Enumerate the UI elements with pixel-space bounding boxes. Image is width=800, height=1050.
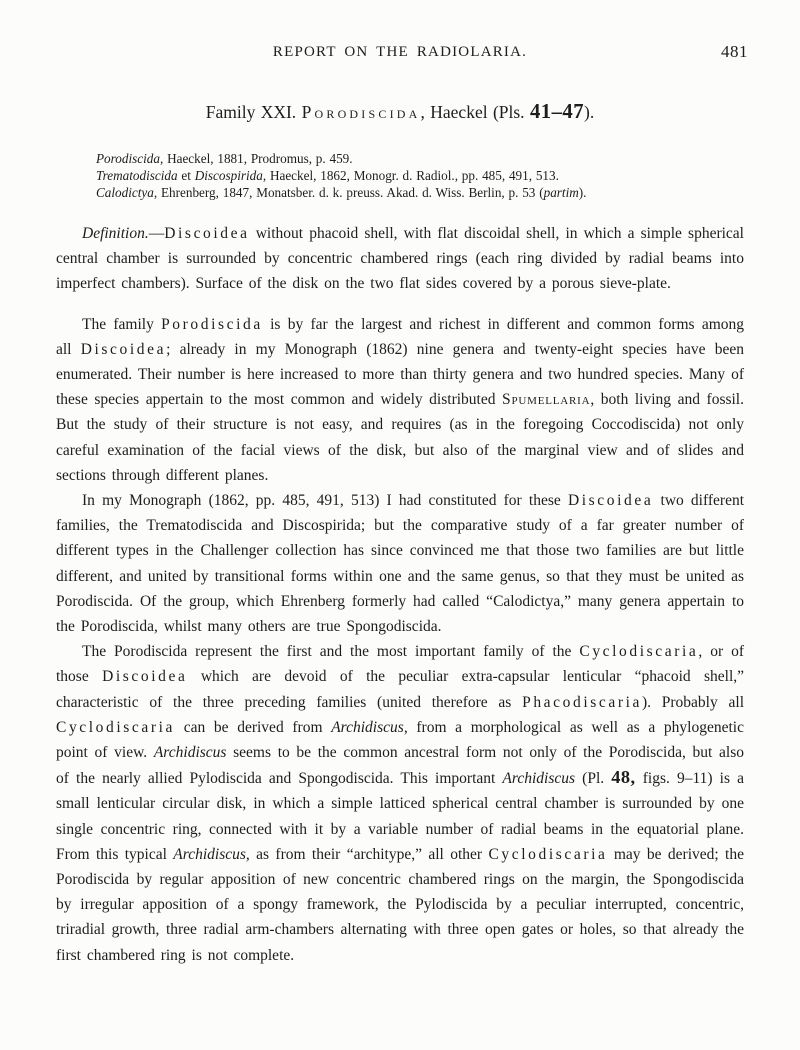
- running-header: [56, 42, 748, 61]
- page-number: 481: [721, 42, 748, 61]
- definition-paragraph: Definition.—Discoidea without phacoid shell, with flat discoidal shell, in which a simple spherical central chamber is surrounded by concentric chambered rings (each ring divided by radial beams into imperfect chambers). Surface of the disk on the two flat sides covered by a porous sieve-plate.: [56, 225, 744, 293]
- header-title: REPORT ON THE RADIOLARIA.: [272, 44, 528, 60]
- paragraph-family-overview: The family Porodiscida is by far the largest and richest in different and common forms among all Discoidea; already in my Monograph (1862) nine genera and twenty-eight species have been enumerated. Their number is here increased to more than thirty genera and two hundred species. Many of these species appertain to the most common and widely distributed Spumellaria, both living and fossil. But the study of their structure is not easy, and requires (as in the foregoing Coccodiscida) not only careful examination of the facial views of the disk, but also of the marginal view and of slides and sections through different planes.: [56, 315, 745, 484]
- citation-line: Porodiscida, Haeckel, 1881, Prodromus, p. 459.: [96, 151, 353, 166]
- citation-line: Calodictya, Ehrenberg, 1847, Monatsber. d. k. preuss. Akad. d. Wiss. Berlin, p. 53 (partim).: [96, 185, 587, 200]
- citation-block: [96, 150, 744, 201]
- paragraph-cyclodiscaria: The Porodiscida represent the first and the most important family of the Cyclodiscaria, or of those Discoidea which are devoid of the peculiar extra-capsular lenticular “phacoid shell,” characteristic of the three preceding families (united therefore as Phacodiscaria). Probably all Cyclodiscaria can be derived from Archidiscus, from a morphological as well as a phylogenetic point of view. Archidiscus seems to be the common ancestral form not only of the Porodiscida, but also of the nearly allied Pylodiscida and Spongodiscida. This important Archidiscus (Pl. 48, figs. 9–11) is a small lenticular circular disk, in which a simple latticed spherical central chamber is surrounded by one single concentric ring, connected with it by a variable number of radial beams in the equatorial plane. From this typical Archidiscus, as from their “architype,” all other Cyclodiscaria may be derived; the Porodiscida by regular apposition of new concentric chambered rings on the margin, the Spongodiscida by irregular apposition of a spongy framework, the Pylodiscida by a peculiar interrupted, concentric, triradial growth, three radial arm-chambers alternating with three open gates or holes, so that already the first chambered ring is not complete.: [56, 643, 745, 964]
- citation-line: Trematodiscida et Discospirida, Haeckel, 1862, Monogr. d. Radiol., pp. 485, 491, 513.: [96, 168, 559, 183]
- paragraph-monograph-history: In my Monograph (1862, pp. 485, 491, 513) I had constituted for these Discoidea two different families, the Trematodiscida and Discospirida; but the comparative study of a far greater number of different types in the Challenger collection has since convinced me that those two families are but little different, and united by transitional forms within one and the same genus, so that they must be united as Porodiscida. Of the group, which Ehrenberg formerly had called “Calodictya,” many genera appertain to the Porodiscida, whilst many others are true Spongodiscida.: [56, 492, 745, 636]
- body-text: [56, 221, 744, 968]
- family-heading: Family XXI. Porodiscida, Haeckel (Pls. 41–47).: [205, 101, 595, 123]
